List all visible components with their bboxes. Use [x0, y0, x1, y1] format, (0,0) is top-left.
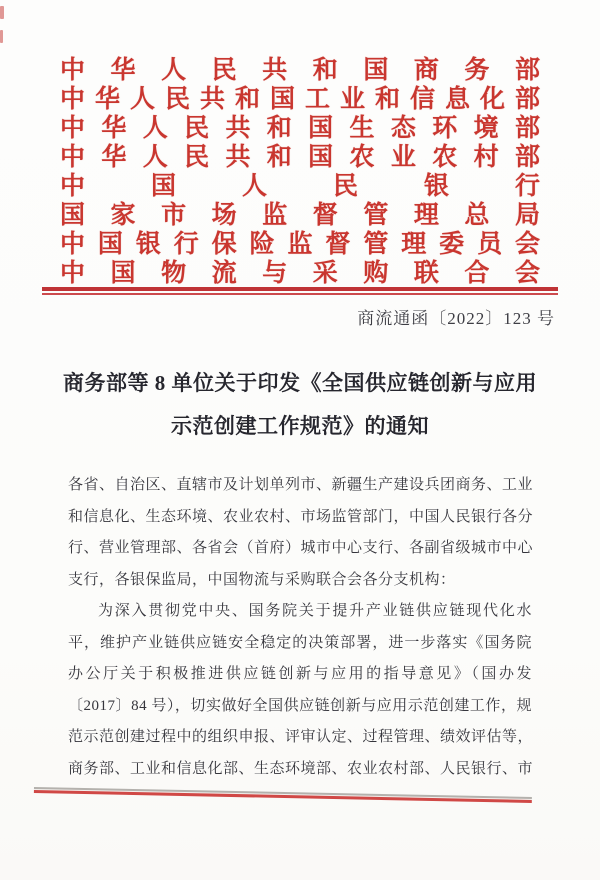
- scan-artifact: [0, 6, 4, 19]
- body-line: 〔2017〕84 号），切实做好全国供应链创新与应用示范创建工作，规: [68, 697, 532, 714]
- document-title: [40, 362, 560, 448]
- body-line: 为深入贯彻党中央、国务院关于提升产业链供应链现代化水: [98, 603, 532, 619]
- document-title-line1: 商务部等 8 单位关于印发《全国供应链创新与应用: [63, 371, 537, 395]
- letterhead-line-pboc: 中国人民银行: [60, 173, 540, 200]
- body-line: 行、营业管理部、各省会（首府）城市中心支行、各副省级城市中心: [68, 540, 534, 556]
- body-line: 各省、自治区、直辖市及计划单列市、新疆生产建设兵团商务、工业: [68, 477, 534, 493]
- body-line: 支行，各银保监局，中国物流与采购联合会各分支机构：: [68, 571, 456, 588]
- next-page-edge: [34, 787, 532, 803]
- letterhead-divider-rule: [42, 287, 558, 295]
- body-line: 商务部、工业和信息化部、生态环境部、农业农村部、人民银行、市: [68, 760, 534, 777]
- body-line: 办公厅关于积极推进供应链创新与应用的指导意见》（国办发: [68, 666, 532, 682]
- body-line: 范示范创建过程中的组织申报、评审认定、过程管理、绩效评估等，: [68, 729, 534, 745]
- letterhead-line-miit: 中华人民共和国工业和信息化部: [60, 86, 540, 113]
- body-line: 平，维护产业链供应链安全稳定的决策部署，进一步落实《国务院: [68, 634, 532, 651]
- letterhead-line-cbirc: 中国银行保险监督管理委员会: [60, 231, 540, 258]
- document-body: [68, 470, 532, 785]
- letterhead-line-mara: 中华人民共和国农业农村部: [60, 144, 540, 171]
- document-number: 商流通函〔2022〕123 号: [357, 309, 555, 328]
- letterhead-line-mee: 中华人民共和国生态环境部: [60, 115, 540, 142]
- document-title-line2: 示范创建工作规范》的通知: [171, 414, 429, 438]
- body-line: 和信息化、生态环境、农业农村、市场监管部门，中国人民银行各分: [68, 508, 534, 525]
- rule-thin-line: [42, 293, 558, 295]
- letterhead-line-mofcom: 中华人民共和国商务部: [60, 57, 540, 84]
- letterhead-line-cflp: 中国物流与采购联合会: [60, 260, 540, 287]
- scan-artifact: [0, 30, 3, 43]
- letterhead-line-samr: 国家市场监督管理总局: [60, 202, 540, 229]
- letterhead: [60, 56, 540, 288]
